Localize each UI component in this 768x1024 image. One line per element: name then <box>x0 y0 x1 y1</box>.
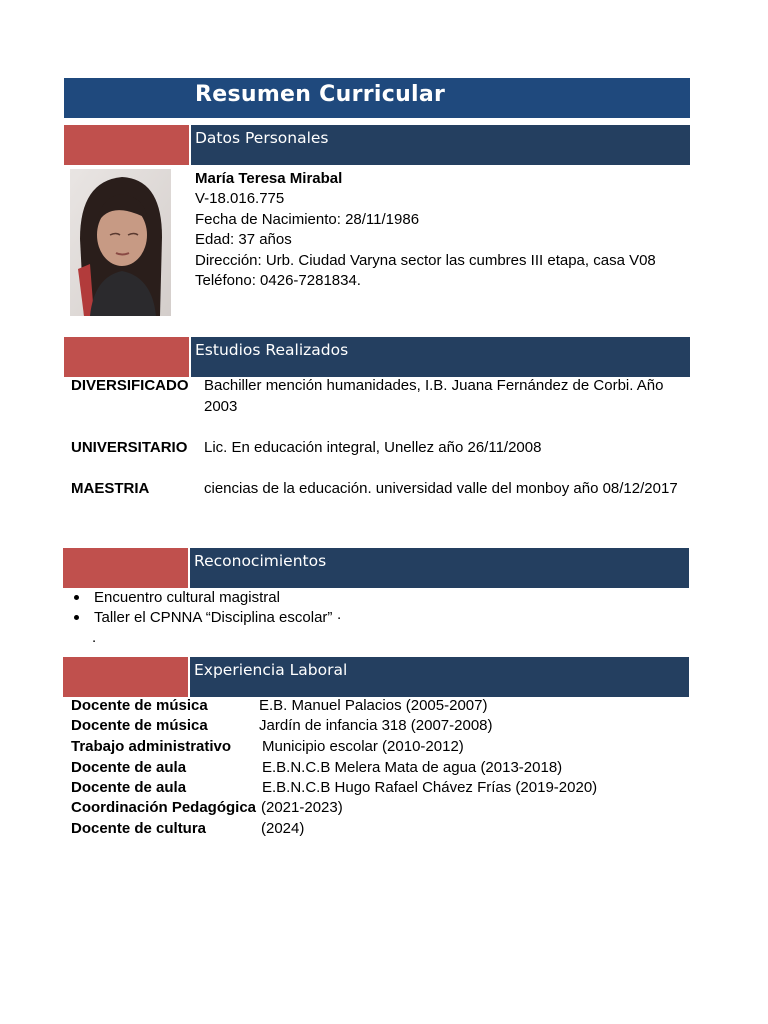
section-marker-recognitions <box>63 548 188 588</box>
section-title-personal: Datos Personales <box>195 129 329 147</box>
experience-role: Docente de música <box>71 697 208 714</box>
experience-role: Trabajo administrativo <box>71 738 232 755</box>
experience-place: Jardín de infancia 318 (2007-2008) <box>259 717 493 734</box>
recognition-trailing: . <box>92 629 97 646</box>
profile-photo <box>70 169 171 316</box>
experience-role: Coordinación Pedagógica <box>71 799 257 816</box>
person-birth: Fecha de Nacimiento: 28/11/1986 <box>195 211 420 228</box>
section-marker-personal <box>64 125 189 165</box>
experience-place: E.B.N.C.B Hugo Rafael Chávez Frías (2019-2020) <box>262 779 598 796</box>
experience-role: Docente de aula <box>71 759 187 776</box>
experience-place: Municipio escolar (2010-2012) <box>262 738 464 755</box>
person-age: Edad: 37 años <box>195 231 292 248</box>
experience-place: E.B. Manuel Palacios (2005-2007) <box>259 697 488 714</box>
bullet-icon <box>74 615 79 620</box>
study-level: MAESTRIA <box>71 480 150 497</box>
recognition-item: Encuentro cultural magistral <box>94 589 280 606</box>
experience-role: Docente de aula <box>71 779 187 796</box>
section-title-studies: Estudios Realizados <box>195 341 349 359</box>
person-name: María Teresa Mirabal <box>195 170 343 187</box>
study-level: UNIVERSITARIO <box>71 439 188 456</box>
study-detail: Lic. En educación integral, Unellez año 26/11/2008 <box>204 439 542 456</box>
recognition-item: Taller el CPNNA “Disciplina escolar” · <box>94 609 342 626</box>
experience-place: (2021-2023) <box>261 799 343 816</box>
person-phone: Teléfono: 0426-7281834. <box>195 272 361 289</box>
experience-role: Docente de música <box>71 717 208 734</box>
section-marker-experience <box>63 657 188 697</box>
section-title-recognitions: Reconocimientos <box>194 552 327 570</box>
experience-role: Docente de cultura <box>71 820 207 837</box>
section-marker-studies <box>64 337 189 377</box>
bullet-icon <box>74 595 79 600</box>
section-title-experience: Experiencia Laboral <box>194 661 348 679</box>
study-detail: Bachiller mención humanidades, I.B. Juana Fernández de Corbi. Año <box>204 377 664 394</box>
study-detail: 2003 <box>204 398 238 415</box>
study-detail: ciencias de la educación. universidad valle del monboy año 08/12/2017 <box>204 480 678 497</box>
study-level: DIVERSIFICADO <box>71 377 189 394</box>
page-title: Resumen Curricular <box>195 82 446 107</box>
person-id: V-18.016.775 <box>195 190 285 207</box>
experience-place: (2024) <box>261 820 305 837</box>
experience-place: E.B.N.C.B Melera Mata de agua (2013-2018) <box>262 759 563 776</box>
person-address: Dirección: Urb. Ciudad Varyna sector las cumbres III etapa, casa V08 <box>195 252 656 269</box>
